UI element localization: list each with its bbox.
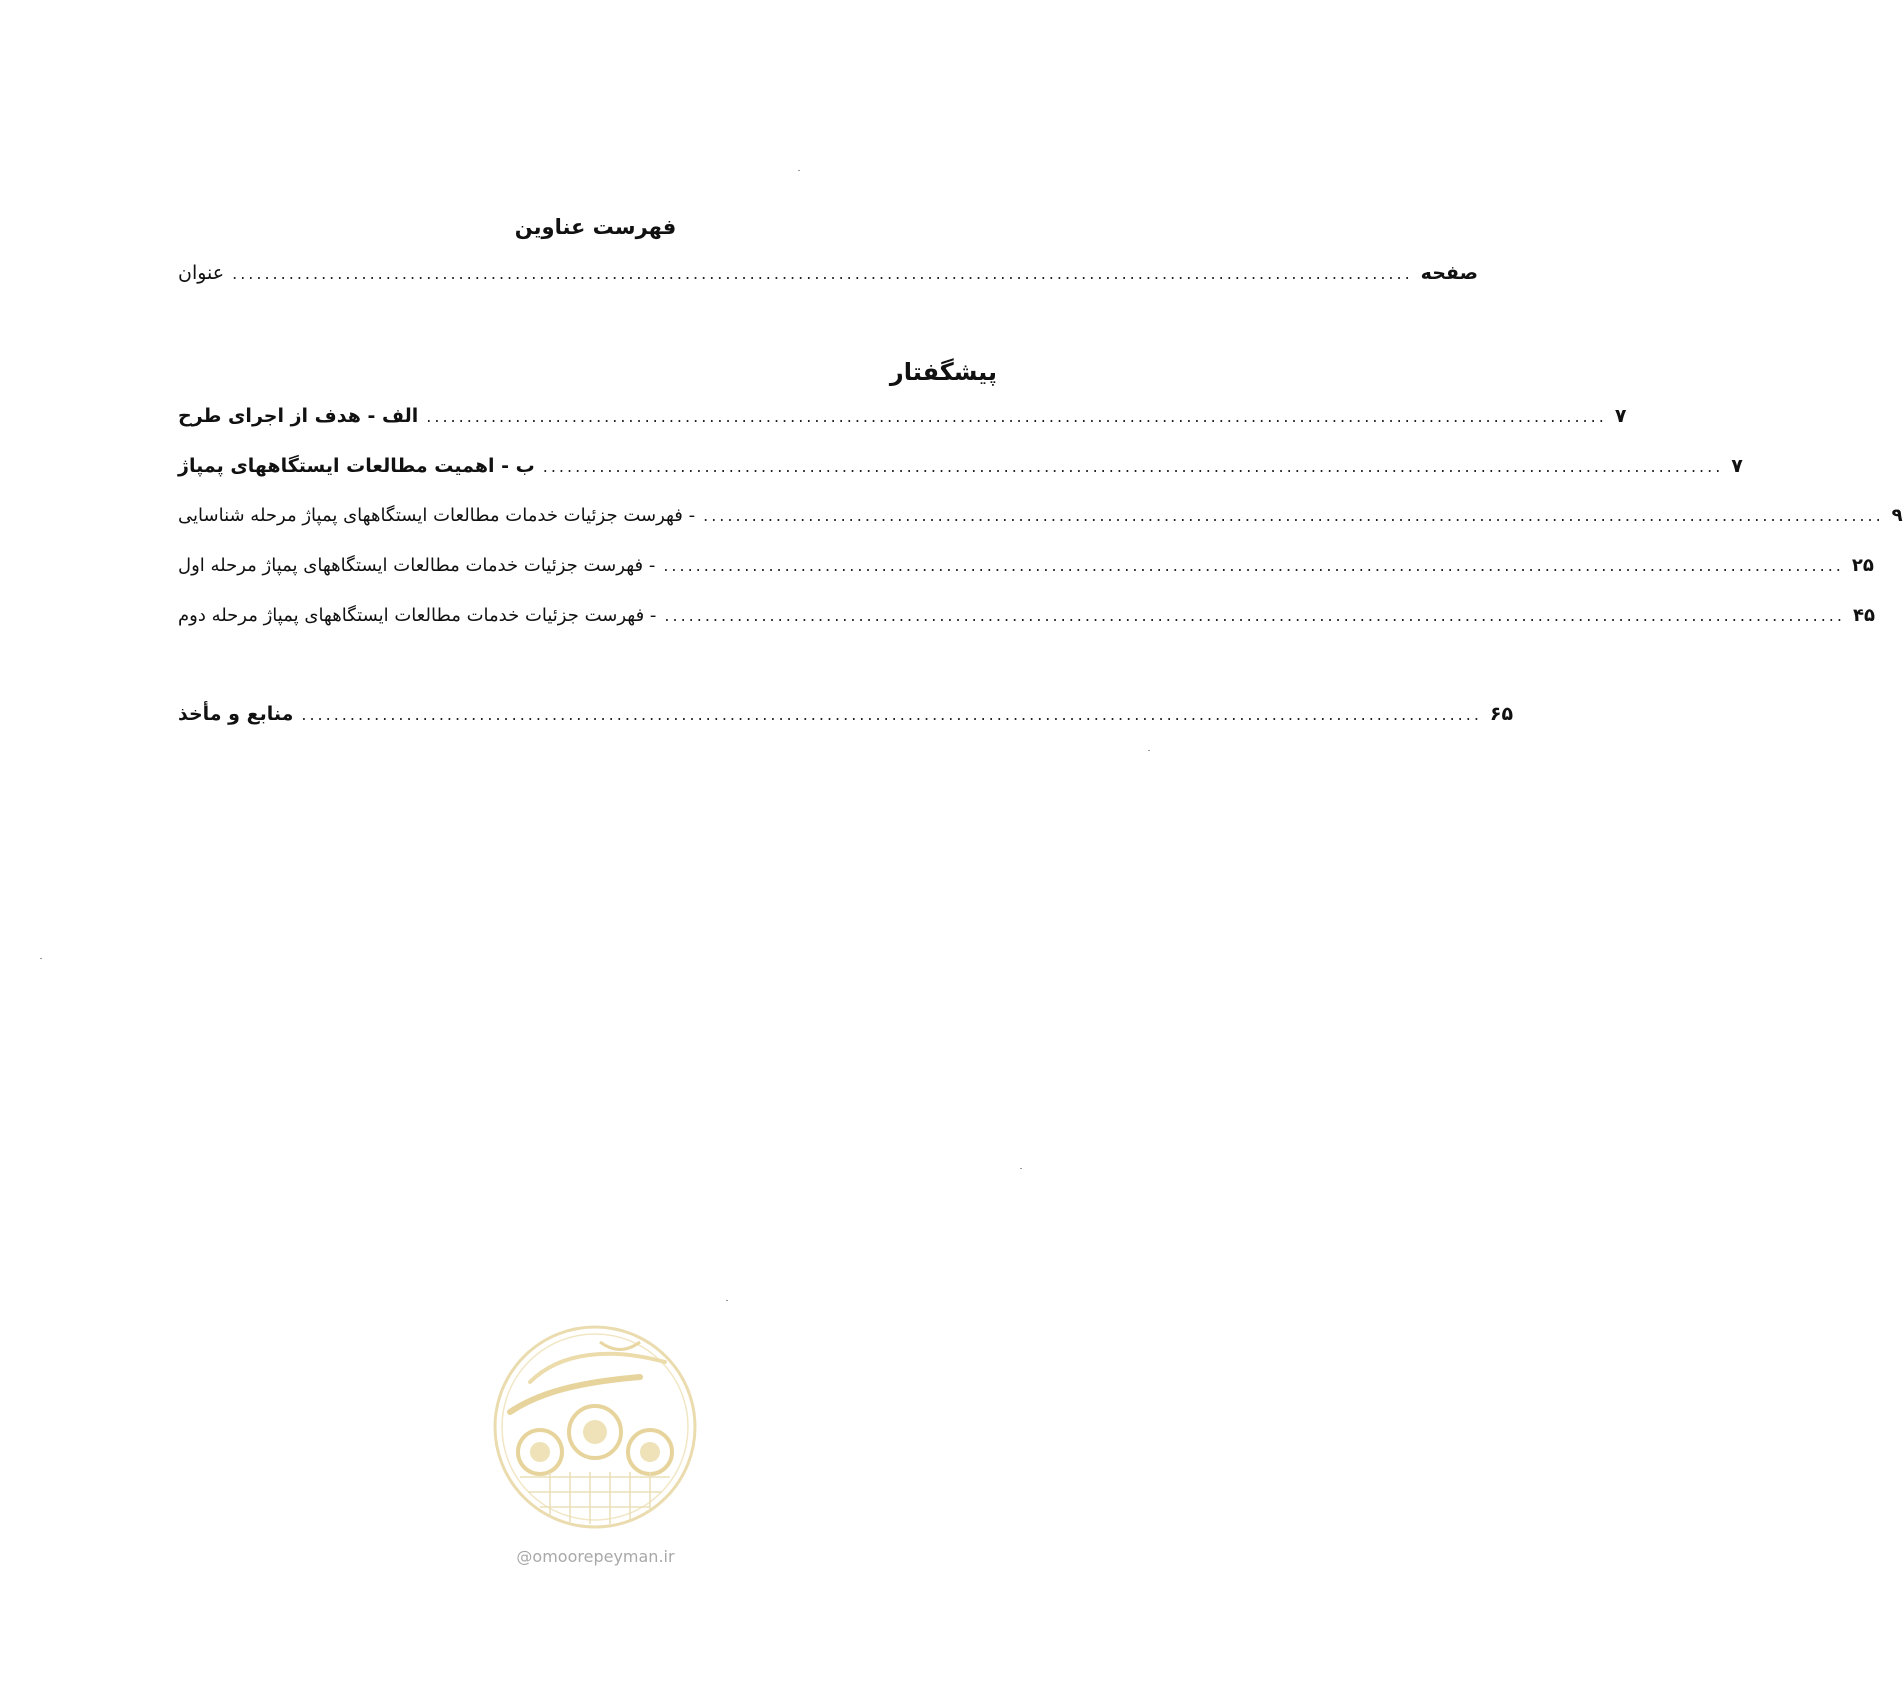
dot-leader: .................................................................................................................................................. (232, 264, 1413, 283)
dot-leader: .................................................................................................................................................. (542, 457, 1724, 476)
toc-entry-page: ۶۵ (1489, 703, 1514, 725)
toc-entry-label: ب - اهمیت مطالعات ایستگاههای پمپاژ (178, 455, 535, 477)
toc-entry-label: - فهرست جزئیات خدمات مطالعات ایستگاههای پمپاژ مرحله شناسایی (178, 505, 696, 526)
toc-entry-page: ۷ (1731, 455, 1743, 477)
toc-entry-label: - فهرست جزئیات خدمات مطالعات ایستگاههای پمپاژ مرحله اول (178, 555, 656, 576)
toc-entry[interactable] (178, 555, 1874, 576)
toc-entry-label: الف - هدف از اجرای طرح (178, 405, 419, 427)
toc-entry[interactable] (178, 455, 1743, 477)
scan-speck (726, 1300, 728, 1301)
toc-entry-page: ۴۵ (1852, 605, 1875, 626)
dot-leader: .................................................................................................................................................. (663, 556, 1844, 575)
dot-leader: .................................................................................................................................................. (664, 606, 1845, 625)
toc-entry-page: ۷ (1614, 405, 1627, 427)
dot-leader: .................................................................................................................................................. (301, 705, 1482, 724)
toc-entry-label: منابع و مأخذ (178, 703, 294, 725)
watermark-site: @omoorepeyman.ir (516, 1547, 675, 1566)
toc-title: فهرست عناوین (514, 215, 677, 239)
toc-entry-sources[interactable] (178, 703, 1514, 725)
toc-entry[interactable] (178, 505, 1903, 526)
scan-speck (798, 170, 800, 171)
scan-speck (1148, 750, 1150, 751)
toc-entry-page: ۹ (1891, 505, 1903, 526)
dot-leader: .................................................................................................................................................. (703, 506, 1884, 525)
toc-header-label: عنوان (178, 262, 225, 284)
dot-leader: .................................................................................................................................................. (426, 407, 1607, 426)
toc-header-row (178, 262, 1478, 284)
toc-entry-page: ۲۵ (1851, 555, 1874, 576)
toc-header-page: صفحه (1420, 262, 1478, 284)
toc-entry[interactable] (178, 405, 1627, 427)
section-title: پیشگفتار (889, 358, 997, 386)
watermark-seal-logo (490, 1322, 700, 1532)
scan-speck (40, 958, 42, 959)
scan-speck (1020, 1168, 1022, 1169)
toc-entry[interactable] (178, 605, 1875, 626)
toc-entry-label: - فهرست جزئیات خدمات مطالعات ایستگاههای پمپاژ مرحله دوم (178, 605, 657, 626)
